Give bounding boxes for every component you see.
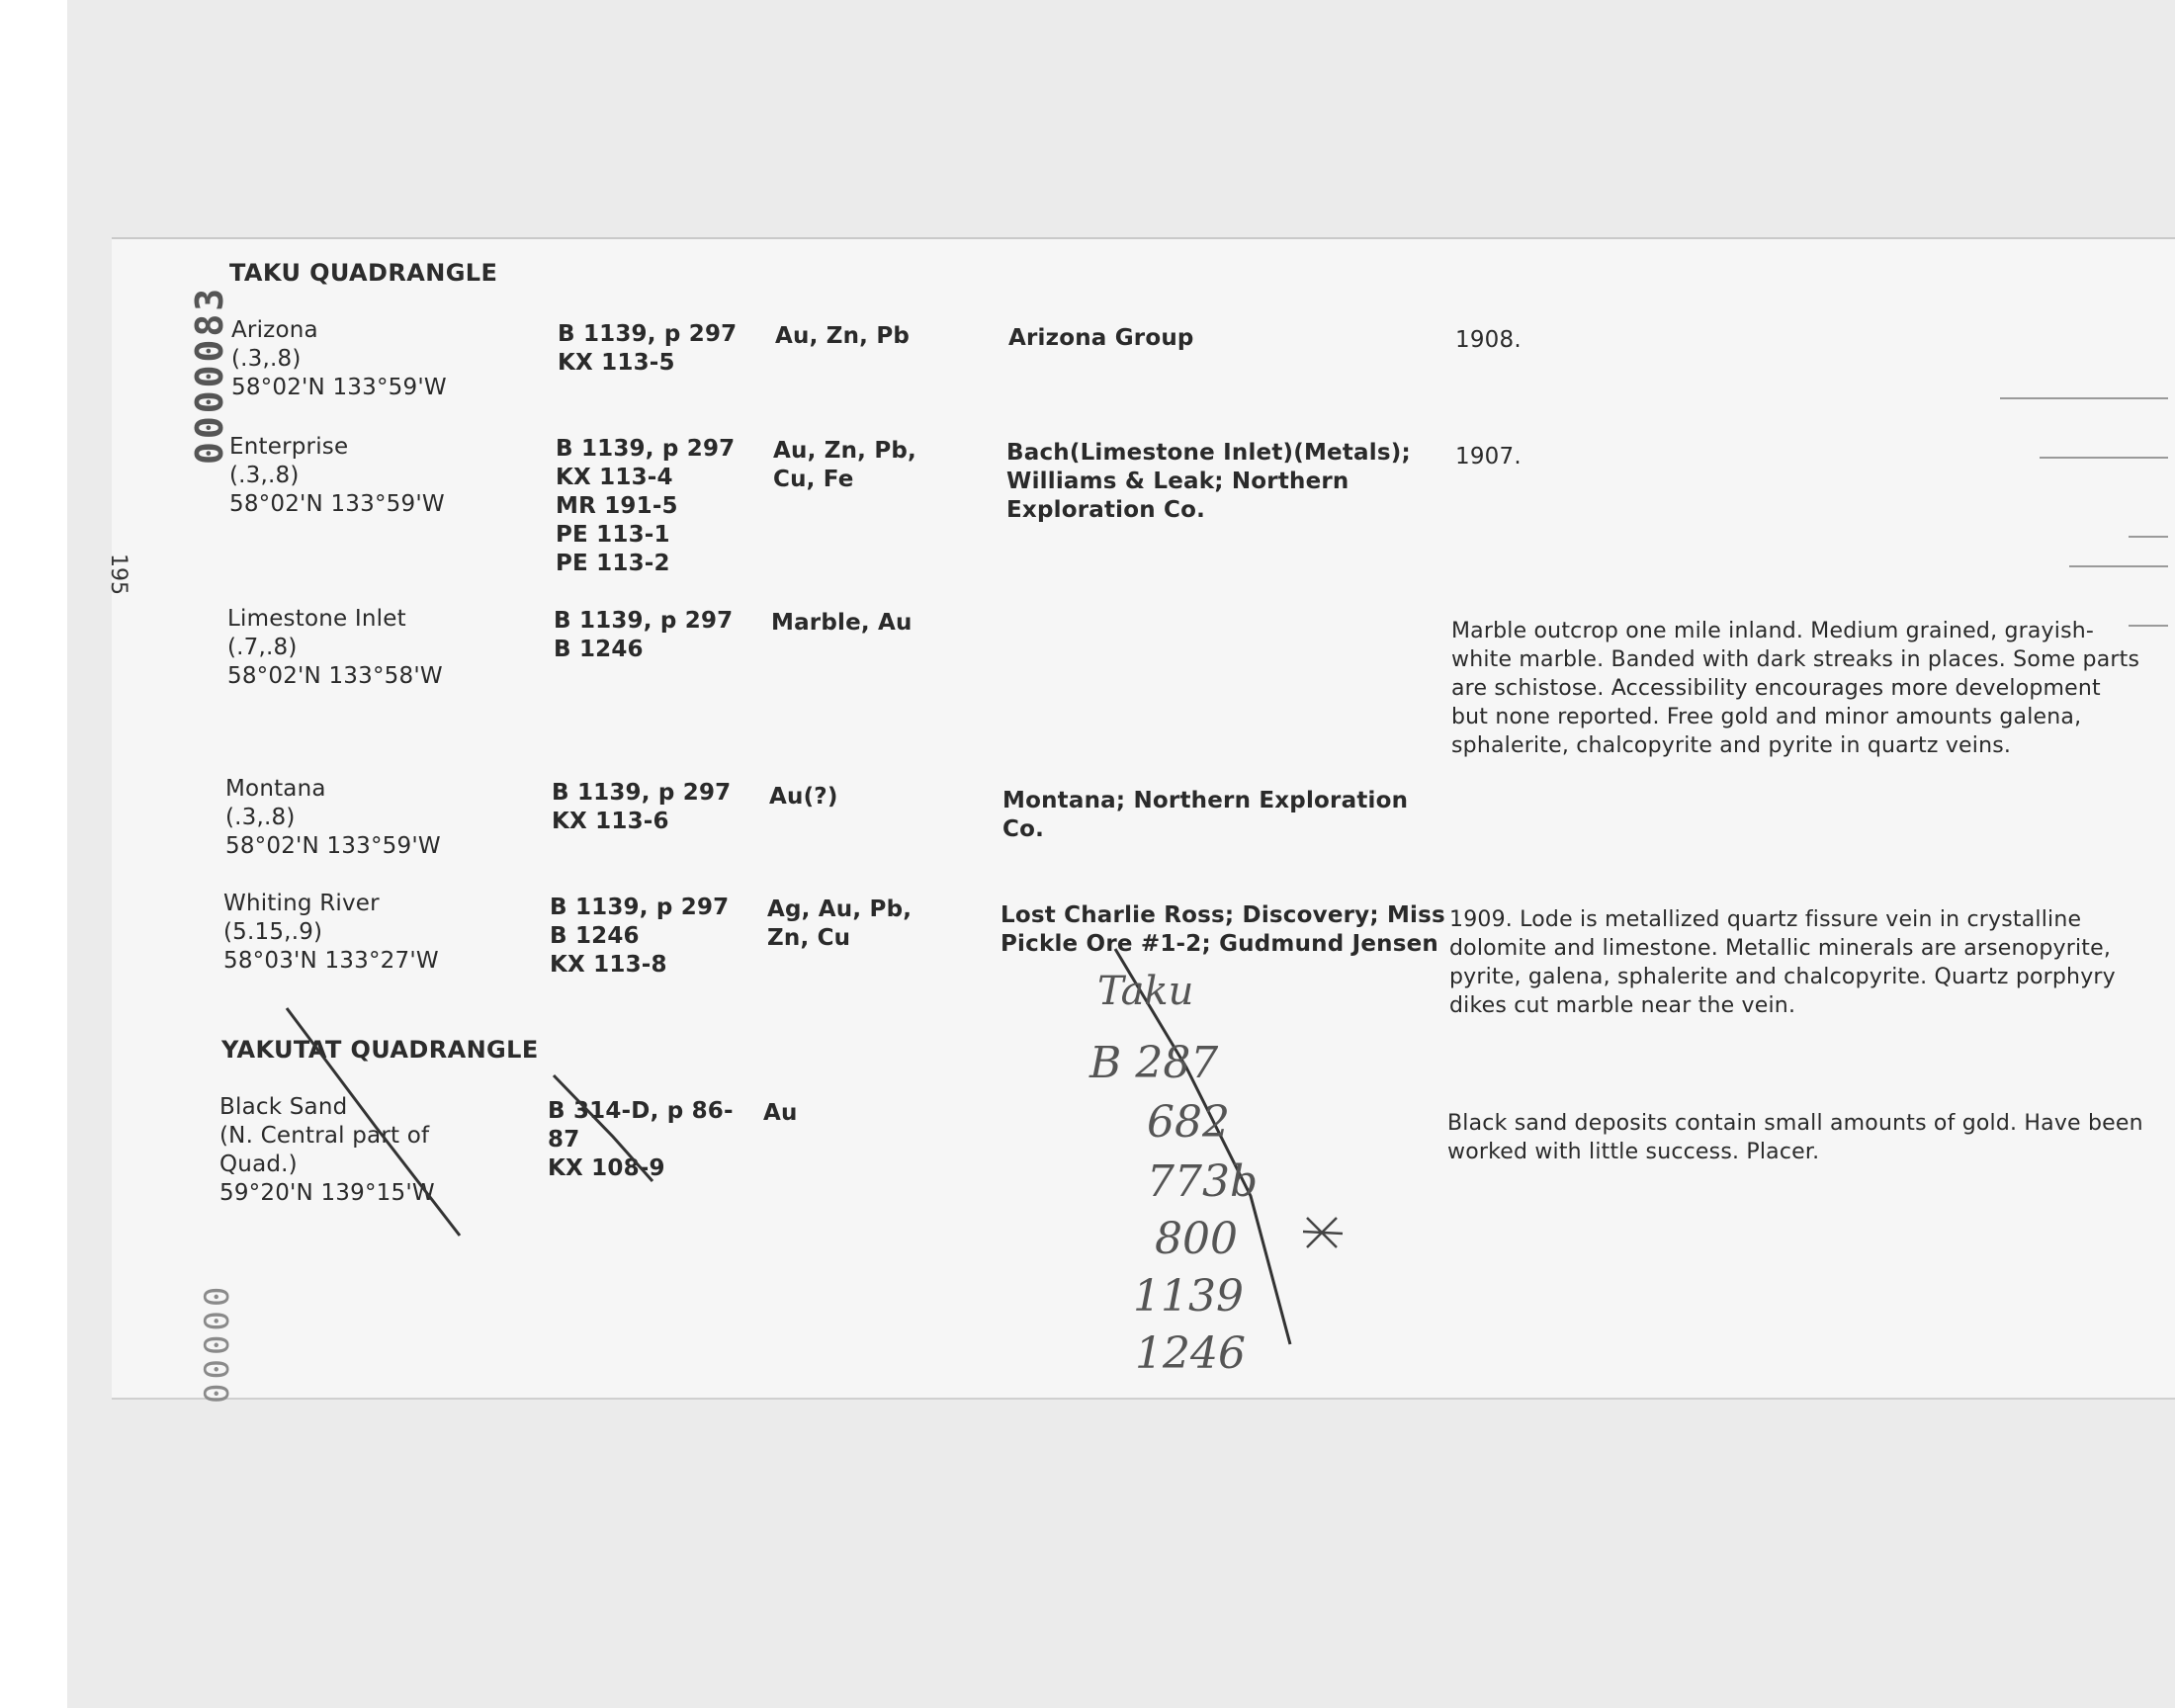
document-stamp-top: 0000083: [188, 285, 231, 465]
entry-minerals: Ag, Au, Pb, Zn, Cu: [767, 897, 913, 951]
entry-name: Whiting River (5.15,.9) 58°03'N 133°27'W: [223, 891, 439, 974]
entry-refs: B 1139, p 297 KX 113-4 MR 191-5 PE 113-1 PE 113-2: [556, 436, 736, 576]
entry-name: Arizona (.3,.8) 58°02'N 133°59'W: [231, 317, 447, 400]
entry-minerals: Marble, Au: [771, 610, 913, 636]
page-number: 195: [106, 554, 130, 595]
entry-minerals: Au(?): [769, 784, 838, 810]
entry-remarks: 1907.: [1455, 444, 1522, 470]
entry-refs: B 1139, p 297 KX 113-5: [558, 321, 738, 376]
pen-strike-line: [287, 1008, 460, 1236]
entry-refs: B 1139, p 297 KX 113-6: [552, 780, 732, 834]
handwritten-note: 1246: [1135, 1328, 1246, 1379]
section-title: YAKUTAT QUADRANGLE: [221, 1036, 539, 1064]
handwritten-note: 800: [1155, 1214, 1238, 1264]
entry-claims: Arizona Group: [1008, 325, 1194, 351]
entry-claims: Lost Charlie Ross; Discovery; Miss Pickle Ore #1-2; Gudmund Jensen: [1000, 902, 1445, 957]
entry-refs: B 314-D, p 86- 87 KX 108-9: [548, 1098, 734, 1181]
handwritten-note: 682: [1147, 1097, 1230, 1148]
entry-claims: Montana; Northern Exploration Co.: [1002, 788, 1409, 842]
entry-remarks: Black sand deposits contain small amounts of gold. Have been worked with little success. Placer.: [1447, 1111, 2143, 1164]
handwritten-note: 1139: [1133, 1271, 1244, 1322]
entry-name: Montana (.3,.8) 58°02'N 133°59'W: [225, 776, 441, 859]
handwritten-note: 773b: [1147, 1156, 1259, 1207]
entry-remarks: Marble outcrop one mile inland. Medium grained, grayish- white marble. Banded with dark streaks in places. Some parts are schistose. Accessibility encourages more development but none reported. Free gold and minor amounts galena, sphalerite, chalcopyrite and pyrite in quartz veins.: [1451, 619, 2140, 758]
document-stamp-bottom: 00000: [198, 1282, 237, 1404]
entry-remarks: 1908.: [1455, 327, 1522, 353]
entry-minerals: Au, Zn, Pb: [775, 323, 911, 349]
entry-name: Black Sand (N. Central part of Quad.) 59°20'N 139°15'W: [219, 1094, 435, 1206]
entry-minerals: Au, Zn, Pb, Cu, Fe: [773, 438, 916, 492]
entry-remarks: 1909. Lode is metallized quartz fissure vein in crystalline dolomite and limestone. Metallic minerals are arsenopyrite, pyrite, galena, sphalerite and chalcopyrite. Quartz porphyry dikes cut marble near the vein.: [1449, 907, 2116, 1018]
entry-refs: B 1139, p 297 B 1246 KX 113-8: [550, 895, 730, 978]
handwritten-notes: [1068, 969, 1443, 1404]
pen-strike-line: [554, 1075, 652, 1181]
entry-refs: B 1139, p 297 B 1246: [554, 608, 734, 662]
handwritten-note: Taku: [1097, 969, 1194, 1014]
section-title: TAKU QUADRANGLE: [229, 259, 498, 287]
entry-name: Enterprise (.3,.8) 58°02'N 133°59'W: [229, 434, 445, 517]
entry-claims: Bach(Limestone Inlet)(Metals); Williams & Leak; Northern Exploration Co.: [1006, 440, 1411, 523]
entry-minerals: Au: [763, 1100, 798, 1126]
handwritten-note: B 287: [1089, 1038, 1219, 1088]
entry-name: Limestone Inlet (.7,.8) 58°02'N 133°58'W: [227, 606, 443, 689]
